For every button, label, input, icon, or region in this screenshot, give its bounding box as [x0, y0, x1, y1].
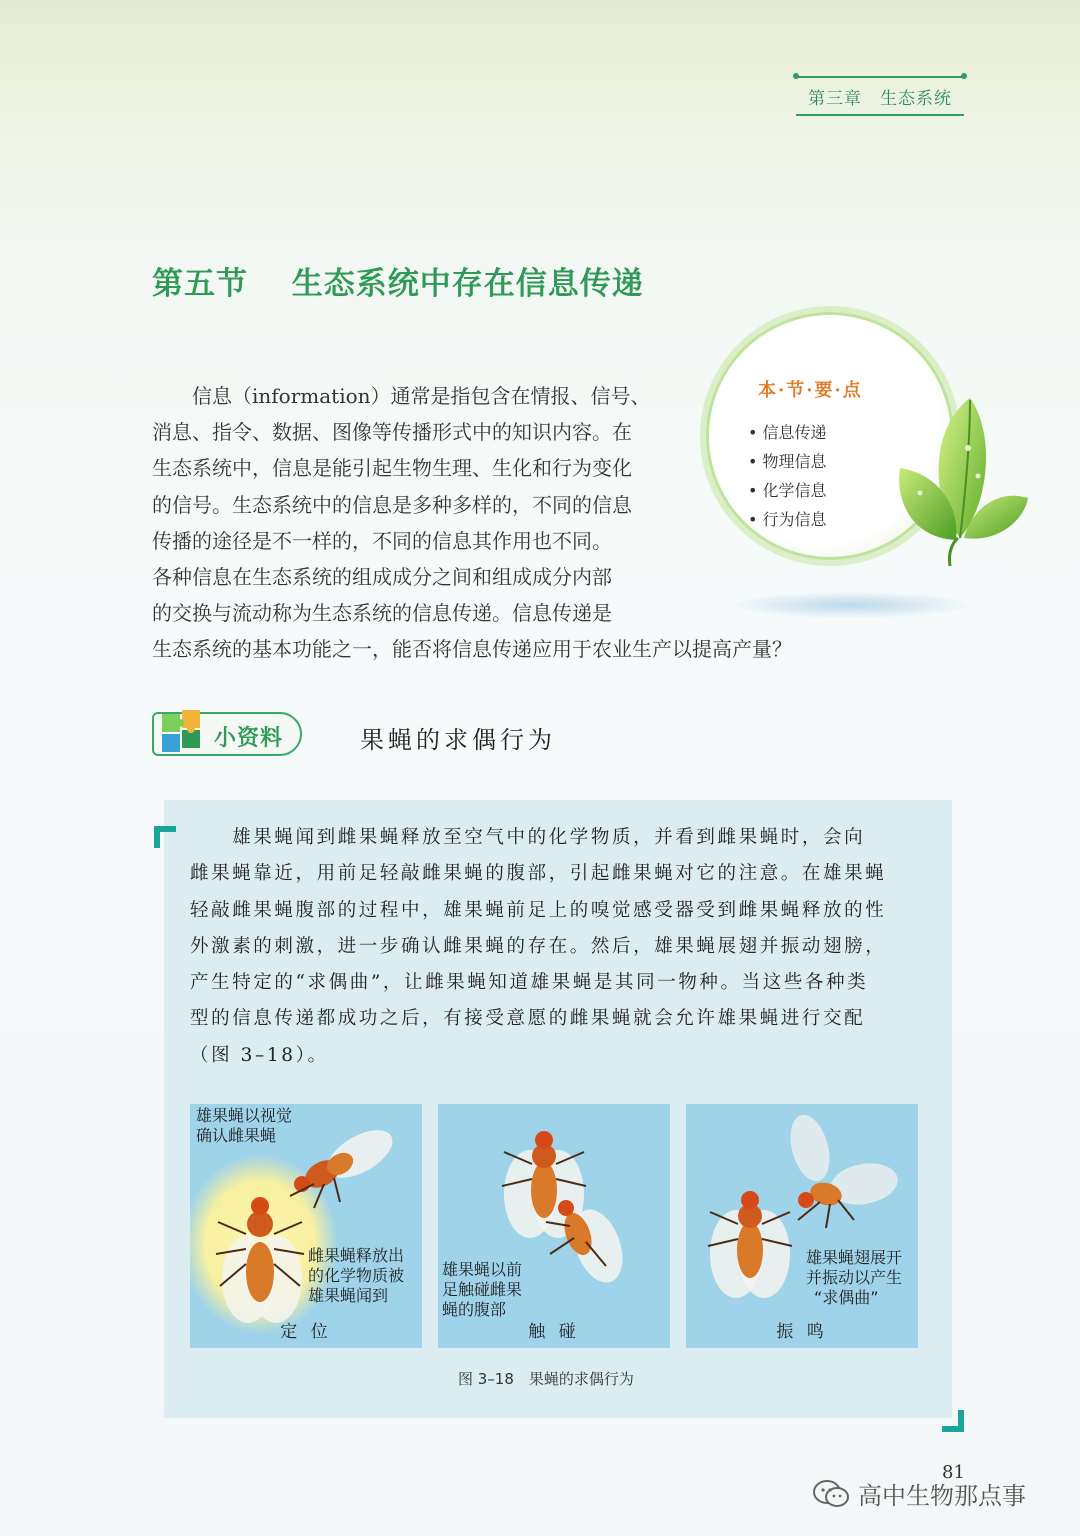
panel-caption: 振 鸣 [776, 1322, 828, 1342]
circle-shadow [736, 592, 966, 618]
info-line: 外激素的刺激，进一步确认雌果蝇的存在。然后，雄果蝇展翅并振动翅膀， [190, 935, 887, 957]
page-number: 81 [942, 1462, 965, 1483]
figure-caption: 图 3–18 果蝇的求偶行为 [458, 1370, 634, 1388]
panel-label-bottom [806, 1248, 902, 1308]
panel-label-line: 并振动以产生 [806, 1268, 903, 1287]
info-line: 产生特定的“求偶曲”，让雌果蝇知道雄果蝇是其同一物种。当这些各种类 [190, 972, 869, 994]
info-line: 雌果蝇靠近，用前足轻敲雌果蝇的腹部，引起雌果蝇对它的注意。在雄果蝇 [190, 863, 887, 885]
panel-caption: 定 位 [280, 1322, 332, 1342]
panel-label-line: 足触碰雌果 [442, 1280, 523, 1299]
puzzle-icon [156, 708, 208, 754]
corner-mark-bottom-right [942, 1410, 964, 1432]
info-line: 雄果蝇闻到雌果蝇释放至空气中的化学物质，并看到雌果蝇时，会向 [190, 827, 866, 848]
chat-bubble-icon [812, 1479, 850, 1509]
intro-line: 生态系统的基本功能之一，能否将信息传递应用于农业生产以提高产量？ [152, 637, 792, 662]
corner-mark-top-left [154, 826, 176, 848]
intro-line: 的信号。生态系统中的信息是多种多样的，不同的信息 [152, 492, 632, 517]
info-line: （图 3–18）。 [190, 1044, 329, 1066]
panel-label-line: 雄果蝇以前 [442, 1260, 523, 1279]
panel-label-line: 雄果蝇闻到 [308, 1286, 389, 1305]
chapter-tag: 第三章 生态系统 [796, 76, 964, 116]
intro-line: 消息、指令、数据、图像等传播形式中的知识内容。在 [152, 420, 632, 445]
intro-line: 各种信息在生态系统的组成成分之间和组成成分内部 [152, 565, 612, 590]
panel-label-line: 蝇的腹部 [442, 1300, 507, 1319]
intro-line: 传播的途径是不一样的，不同的信息其作用也不同。 [152, 528, 612, 553]
section-title: 第五节 生态系统中存在信息传递 [152, 266, 644, 302]
panel-label-bottom [308, 1246, 404, 1306]
key-point-item: • 信息传递 [748, 423, 827, 442]
intro-line: 信息（information）通常是指包含在情报、信号、 [152, 384, 651, 408]
info-line: 轻敲雌果蝇腹部的过程中，雄果蝇前足上的嗅觉感受器受到雌果蝇释放的性 [190, 899, 887, 921]
panel-label-top [196, 1106, 292, 1146]
info-text [190, 820, 930, 1074]
panel-caption: 触 碰 [528, 1322, 580, 1342]
panel-label-line: “求偶曲” [814, 1288, 879, 1307]
fly-illustration-vibrate [686, 1104, 918, 1348]
panel-label-line: 的化学物质被 [308, 1266, 405, 1285]
panel-label-bottom [442, 1260, 522, 1320]
info-line: 型的信息传递都成功之后，有接受意愿的雌果蝇就会允许雄果蝇进行交配 [190, 1008, 866, 1030]
figure-panel-vibrate [686, 1104, 918, 1348]
info-badge-label: 小资料 [214, 726, 284, 751]
watermark [812, 1476, 1026, 1511]
info-heading: 果蝇的求偶行为 [360, 726, 556, 754]
key-point-item: • 化学信息 [748, 481, 827, 500]
key-point-item: • 行为信息 [748, 510, 827, 529]
panel-label-line: 雌果蝇释放出 [308, 1246, 405, 1265]
intro-line: 的交换与流动称为生态系统的信息传递。信息传递是 [152, 601, 612, 626]
intro-line: 生态系统中，信息是能引起生物生理、生化和行为变化 [152, 456, 632, 481]
panel-label-line: 雄果蝇翅展开 [806, 1248, 903, 1267]
key-points-title: 本·节·要·点 [758, 380, 863, 401]
panel-label-line: 雄果蝇以视觉 [196, 1106, 293, 1125]
key-points-list [748, 420, 827, 536]
figure-panel-touch [438, 1104, 670, 1348]
watermark-text: 高中生物那点事 [858, 1482, 1026, 1510]
figure-panel-locate [190, 1104, 422, 1348]
key-point-item: • 物理信息 [748, 452, 827, 471]
leaves-icon [890, 388, 1030, 568]
panel-label-line: 确认雌果蝇 [196, 1126, 277, 1145]
